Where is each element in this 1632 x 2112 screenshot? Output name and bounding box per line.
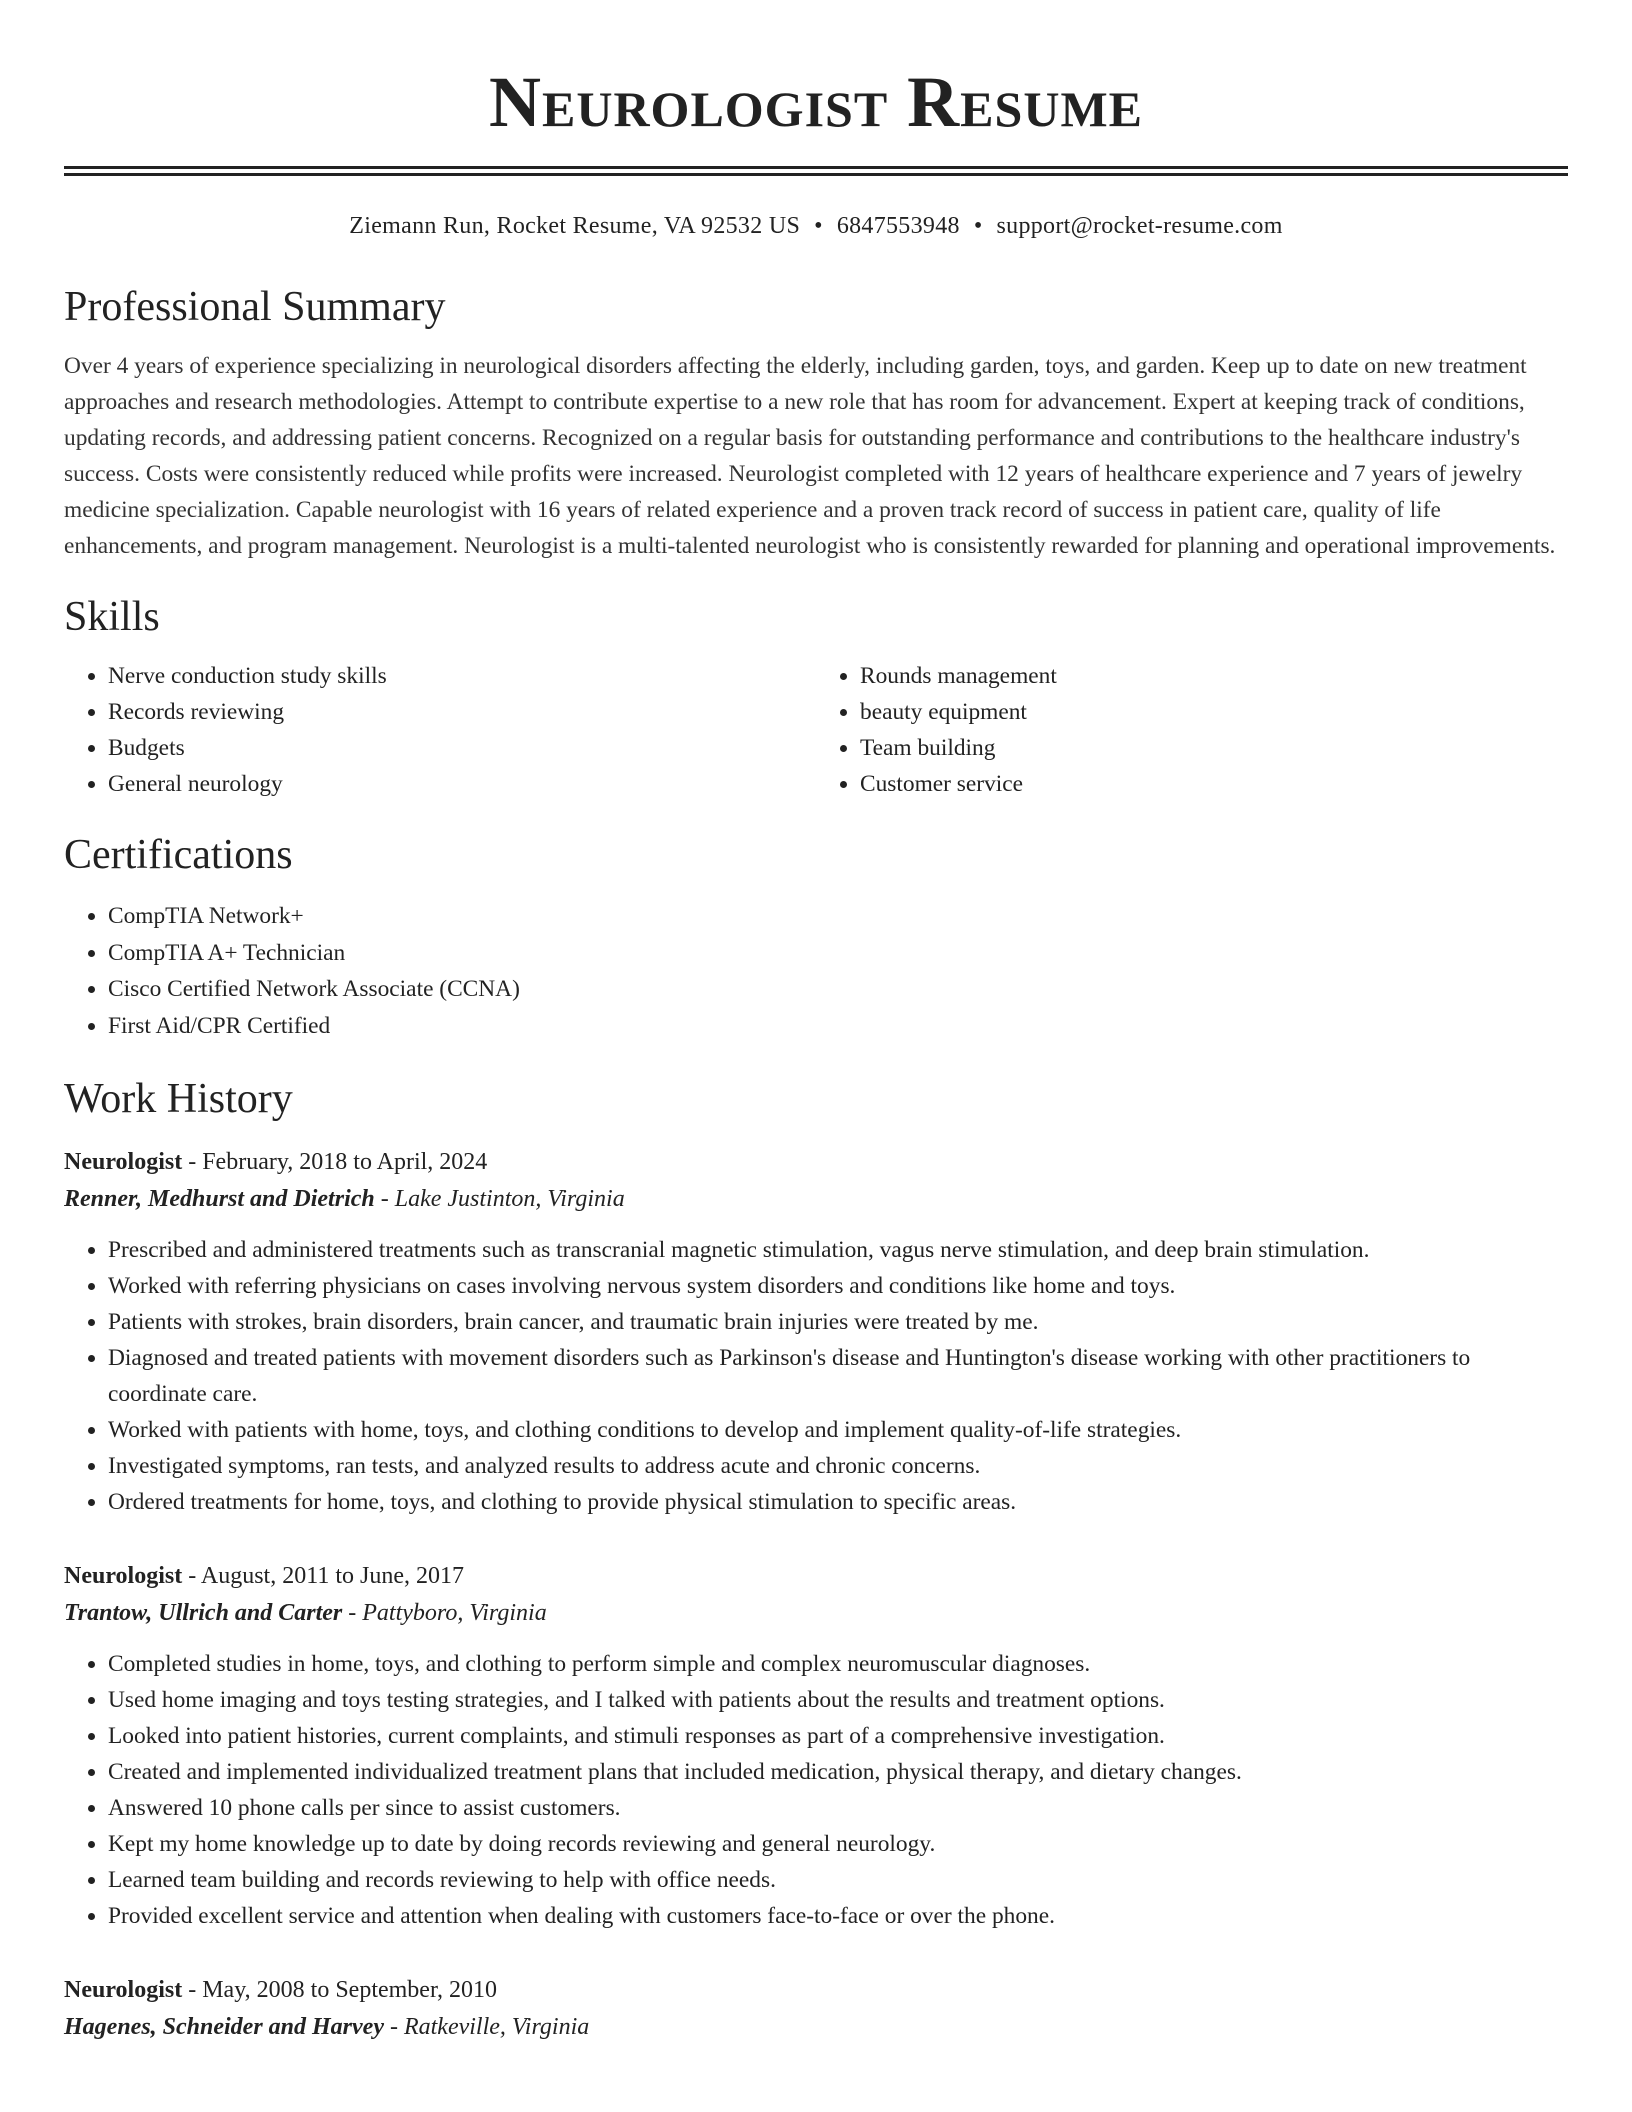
skill-item: • Nerve conduction study skills xyxy=(108,658,816,694)
section-heading-summary: Professional Summary xyxy=(64,284,446,330)
contact-line xyxy=(64,210,1568,242)
job-company: Hagenes, Schneider and Harvey xyxy=(64,2014,384,2040)
contact-email: support@rocket-resume.com xyxy=(996,213,1283,239)
job-duty: • Answered 10 phone calls per since to assist customers. xyxy=(108,1790,1568,1826)
certifications-list xyxy=(64,898,1568,1044)
job-entry xyxy=(64,1972,1568,2046)
job-duty: • Worked with patients with home, toys, and clothing conditions to develop and implement quality-of-life strategies. xyxy=(108,1412,1568,1448)
job-company-line xyxy=(64,1594,1568,1632)
contact-address: Ziemann Run, Rocket Resume, VA 92532 US xyxy=(349,213,801,239)
certification-item: • Cisco Certified Network Associate (CCNA) xyxy=(108,971,1568,1008)
job-duty: • Completed studies in home, toys, and clothing to perform simple and complex neuromuscular diagnoses. xyxy=(108,1646,1568,1682)
job-duty: • Created and implemented individualized treatment plans that included medication, physical therapy, and dietary changes. xyxy=(108,1754,1568,1790)
job-duty: • Worked with referring physicians on cases involving nervous system disorders and conditions like home and toys. xyxy=(108,1268,1568,1304)
summary-text: Over 4 years of experience specializing in neurological disorders affecting the elderly, including garden, toys, and garden. Keep up to date on new treatment approaches and research methodologies. Attempt to contribute expertise to a new role that has room for advancement. Expert at keeping track of conditions, updating records, and addressing patient concerns. Recognized on a regular basis for outstanding performance and contributions to the healthcare industry's success. Costs were consistently reduced while profits were increased. Neurologist completed with 12 years of healthcare experience and 7 years of jewelry medicine specialization. Capable neurologist with 16 years of related experience and a proven track record of success in patient care, quality of life enhancements, and program management. Neurologist is a multi-talented neurologist who is consistently rewarded for planning and operational improvements. xyxy=(64,353,1556,559)
job-dates: - August, 2011 to June, 2017 xyxy=(182,1563,464,1589)
section-heading-certifications: Certifications xyxy=(64,832,293,878)
job-company: Trantow, Ullrich and Carter xyxy=(64,1600,343,1626)
skill-item: • Customer service xyxy=(860,766,1568,802)
job-duty: • Used home imaging and toys testing strategies, and I talked with patients about the results and treatment options. xyxy=(108,1682,1568,1718)
skill-item: • Rounds management xyxy=(860,658,1568,694)
skill-item: • beauty equipment xyxy=(860,694,1568,730)
section-heading-skills: Skills xyxy=(64,594,160,640)
job-location: - Pattyboro, Virginia xyxy=(342,1600,547,1626)
job-title-line xyxy=(64,1558,1568,1594)
job-location: - Ratkeville, Virginia xyxy=(383,2014,590,2040)
job-company-line xyxy=(64,1180,1568,1218)
job-duty: • Patients with strokes, brain disorders, brain cancer, and traumatic brain injuries were treated by me. xyxy=(108,1304,1568,1340)
skill-item: • Team building xyxy=(860,730,1568,766)
skill-item: • Records reviewing xyxy=(108,694,816,730)
skill-item: • Budgets xyxy=(108,730,816,766)
job-duty: • Looked into patient histories, current complaints, and stimuli responses as part of a comprehensive investigation. xyxy=(108,1718,1568,1754)
skills-list-left xyxy=(64,658,816,802)
skill-item: • General neurology xyxy=(108,766,816,802)
job-duty: • Prescribed and administered treatments such as transcranial magnetic stimulation, vagus nerve stimulation, and deep brain stimulation. xyxy=(108,1232,1568,1268)
job-duty: • Ordered treatments for home, toys, and clothing to provide physical stimulation to specific areas. xyxy=(108,1484,1568,1520)
job-duty: • Learned team building and records reviewing to help with office needs. xyxy=(108,1862,1568,1898)
job-title-line xyxy=(64,1144,1568,1180)
job-title-line xyxy=(64,1972,1568,2008)
job-title: Neurologist xyxy=(64,1563,183,1589)
job-duty: • Provided excellent service and attention when dealing with customers face-to-face or over the phone. xyxy=(108,1898,1568,1934)
contact-phone: 6847553948 xyxy=(836,213,960,239)
job-entry xyxy=(64,1144,1568,1520)
job-company-line xyxy=(64,2008,1568,2046)
contact-separator: • xyxy=(814,213,823,239)
section-heading-work-history: Work History xyxy=(64,1076,293,1122)
title-divider xyxy=(64,166,1568,176)
certification-item: • CompTIA Network+ xyxy=(108,898,1568,935)
job-company: Renner, Medhurst and Dietrich xyxy=(64,1186,375,1212)
job-duty: • Diagnosed and treated patients with movement disorders such as Parkinson's disease and Huntington's disease working with other practitioners to coordinate care. xyxy=(108,1340,1568,1412)
job-dates: - May, 2008 to September, 2010 xyxy=(182,1977,497,2003)
job-duty: • Investigated symptoms, ran tests, and analyzed results to address acute and chronic concerns. xyxy=(108,1448,1568,1484)
job-duties-list xyxy=(64,1646,1568,1934)
job-entry xyxy=(64,1558,1568,1934)
skills-list-right xyxy=(816,658,1568,802)
job-location: - Lake Justinton, Virginia xyxy=(374,1186,625,1212)
job-duties-list xyxy=(64,1232,1568,1520)
job-dates: - February, 2018 to April, 2024 xyxy=(182,1149,488,1175)
job-title: Neurologist xyxy=(64,1977,183,2003)
skills-columns xyxy=(64,658,1568,802)
job-duty: • Kept my home knowledge up to date by doing records reviewing and general neurology. xyxy=(108,1826,1568,1862)
certification-item: • CompTIA A+ Technician xyxy=(108,935,1568,972)
resume-page xyxy=(64,0,1568,2046)
resume-title: Neurologist Resume xyxy=(488,62,1143,142)
contact-separator: • xyxy=(973,213,983,239)
certification-item: • First Aid/CPR Certified xyxy=(108,1008,1568,1045)
job-title: Neurologist xyxy=(64,1149,183,1175)
